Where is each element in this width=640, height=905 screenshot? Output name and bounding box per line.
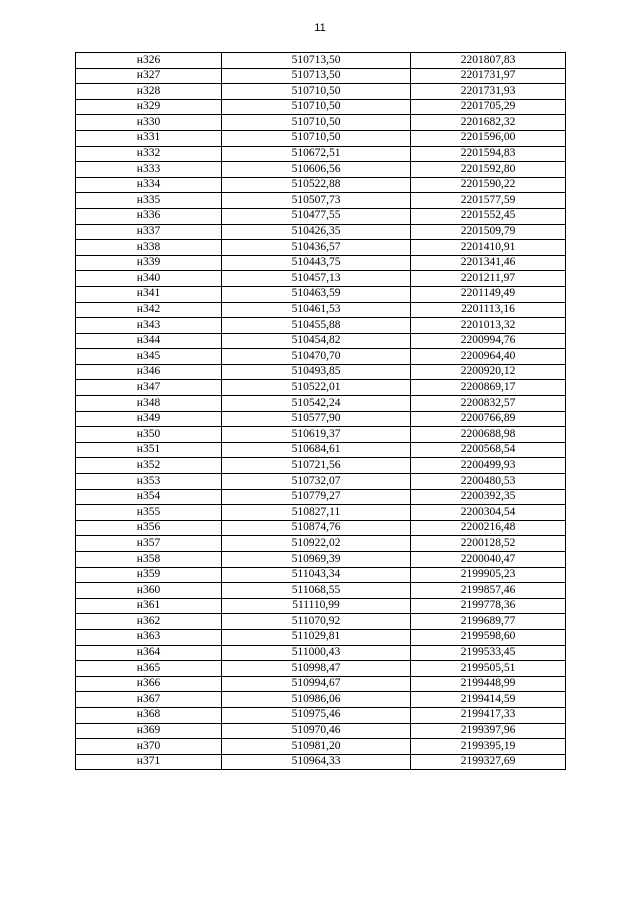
table-row [76, 645, 566, 661]
x-coordinate-cell: 510922,02 [222, 536, 411, 552]
point-id-cell: н344 [76, 333, 222, 349]
table-row [76, 661, 566, 677]
x-coordinate-cell: 510779,27 [222, 489, 411, 505]
point-id-cell: н355 [76, 505, 222, 521]
x-coordinate-cell: 510522,01 [222, 380, 411, 396]
point-id-cell: н353 [76, 474, 222, 490]
coordinates-table-body [76, 53, 566, 770]
point-id-cell: н326 [76, 53, 222, 69]
table-row [76, 442, 566, 458]
y-coordinate-cell: 2199689,77 [411, 614, 566, 630]
table-row [76, 333, 566, 349]
x-coordinate-cell: 511029,81 [222, 629, 411, 645]
point-id-cell: н331 [76, 130, 222, 146]
x-coordinate-cell: 510710,50 [222, 115, 411, 131]
y-coordinate-cell: 2201211,97 [411, 271, 566, 287]
y-coordinate-cell: 2201013,32 [411, 318, 566, 334]
y-coordinate-cell: 2201341,46 [411, 255, 566, 271]
y-coordinate-cell: 2200304,54 [411, 505, 566, 521]
table-row [76, 676, 566, 692]
table-row [76, 614, 566, 630]
table-row [76, 271, 566, 287]
point-id-cell: н371 [76, 754, 222, 770]
table-row [76, 567, 566, 583]
table-row [76, 162, 566, 178]
y-coordinate-cell: 2200832,57 [411, 396, 566, 412]
y-coordinate-cell: 2201590,22 [411, 177, 566, 193]
y-coordinate-cell: 2200869,17 [411, 380, 566, 396]
x-coordinate-cell: 510710,50 [222, 84, 411, 100]
table-row [76, 411, 566, 427]
table-row [76, 302, 566, 318]
table-row [76, 286, 566, 302]
x-coordinate-cell: 511068,55 [222, 583, 411, 599]
point-id-cell: н347 [76, 380, 222, 396]
x-coordinate-cell: 510619,37 [222, 427, 411, 443]
point-id-cell: н341 [76, 286, 222, 302]
table-row [76, 536, 566, 552]
x-coordinate-cell: 511070,92 [222, 614, 411, 630]
point-id-cell: н367 [76, 692, 222, 708]
x-coordinate-cell: 510461,53 [222, 302, 411, 318]
point-id-cell: н360 [76, 583, 222, 599]
table-row [76, 505, 566, 521]
point-id-cell: н345 [76, 349, 222, 365]
table-row [76, 723, 566, 739]
x-coordinate-cell: 510443,75 [222, 255, 411, 271]
y-coordinate-cell: 2201592,80 [411, 162, 566, 178]
point-id-cell: н354 [76, 489, 222, 505]
point-id-cell: н362 [76, 614, 222, 630]
y-coordinate-cell: 2201594,83 [411, 146, 566, 162]
table-row [76, 427, 566, 443]
y-coordinate-cell: 2200216,48 [411, 520, 566, 536]
point-id-cell: н357 [76, 536, 222, 552]
y-coordinate-cell: 2199414,59 [411, 692, 566, 708]
point-id-cell: н334 [76, 177, 222, 193]
table-row [76, 552, 566, 568]
point-id-cell: н352 [76, 458, 222, 474]
point-id-cell: н328 [76, 84, 222, 100]
point-id-cell: н349 [76, 411, 222, 427]
y-coordinate-cell: 2201552,45 [411, 208, 566, 224]
x-coordinate-cell: 510721,56 [222, 458, 411, 474]
x-coordinate-cell: 510454,82 [222, 333, 411, 349]
y-coordinate-cell: 2200920,12 [411, 364, 566, 380]
point-id-cell: н332 [76, 146, 222, 162]
table-row [76, 739, 566, 755]
x-coordinate-cell: 510577,90 [222, 411, 411, 427]
y-coordinate-cell: 2200040,47 [411, 552, 566, 568]
x-coordinate-cell: 510975,46 [222, 707, 411, 723]
x-coordinate-cell: 510970,46 [222, 723, 411, 739]
coordinates-table [75, 52, 566, 770]
point-id-cell: н333 [76, 162, 222, 178]
point-id-cell: н348 [76, 396, 222, 412]
y-coordinate-cell: 2201682,32 [411, 115, 566, 131]
y-coordinate-cell: 2200994,76 [411, 333, 566, 349]
x-coordinate-cell: 510827,11 [222, 505, 411, 521]
y-coordinate-cell: 2201577,59 [411, 193, 566, 209]
table-row [76, 380, 566, 396]
x-coordinate-cell: 510436,57 [222, 240, 411, 256]
x-coordinate-cell: 510684,61 [222, 442, 411, 458]
table-row [76, 318, 566, 334]
y-coordinate-cell: 2201731,93 [411, 84, 566, 100]
y-coordinate-cell: 2199905,23 [411, 567, 566, 583]
x-coordinate-cell: 510710,50 [222, 99, 411, 115]
point-id-cell: н368 [76, 707, 222, 723]
point-id-cell: н330 [76, 115, 222, 131]
x-coordinate-cell: 511110,99 [222, 598, 411, 614]
y-coordinate-cell: 2199505,51 [411, 661, 566, 677]
table-row [76, 240, 566, 256]
point-id-cell: н342 [76, 302, 222, 318]
table-row [76, 583, 566, 599]
x-coordinate-cell: 510463,59 [222, 286, 411, 302]
x-coordinate-cell: 510969,39 [222, 552, 411, 568]
table-row [76, 598, 566, 614]
point-id-cell: н340 [76, 271, 222, 287]
x-coordinate-cell: 510964,33 [222, 754, 411, 770]
x-coordinate-cell: 510994,67 [222, 676, 411, 692]
table-row [76, 707, 566, 723]
table-row [76, 489, 566, 505]
x-coordinate-cell: 510713,50 [222, 53, 411, 69]
y-coordinate-cell: 2199417,33 [411, 707, 566, 723]
x-coordinate-cell: 510493,85 [222, 364, 411, 380]
point-id-cell: н327 [76, 68, 222, 84]
y-coordinate-cell: 2201509,79 [411, 224, 566, 240]
table-row [76, 84, 566, 100]
x-coordinate-cell: 510732,07 [222, 474, 411, 490]
y-coordinate-cell: 2199327,69 [411, 754, 566, 770]
table-row [76, 458, 566, 474]
y-coordinate-cell: 2200568,54 [411, 442, 566, 458]
x-coordinate-cell: 510477,55 [222, 208, 411, 224]
y-coordinate-cell: 2201705,29 [411, 99, 566, 115]
x-coordinate-cell: 510426,35 [222, 224, 411, 240]
point-id-cell: н336 [76, 208, 222, 224]
x-coordinate-cell: 510874,76 [222, 520, 411, 536]
y-coordinate-cell: 2200766,89 [411, 411, 566, 427]
point-id-cell: н356 [76, 520, 222, 536]
point-id-cell: н337 [76, 224, 222, 240]
point-id-cell: н351 [76, 442, 222, 458]
table-row [76, 629, 566, 645]
x-coordinate-cell: 510981,20 [222, 739, 411, 755]
point-id-cell: н343 [76, 318, 222, 334]
table-row [76, 146, 566, 162]
x-coordinate-cell: 510507,73 [222, 193, 411, 209]
point-id-cell: н350 [76, 427, 222, 443]
x-coordinate-cell: 510672,51 [222, 146, 411, 162]
y-coordinate-cell: 2200392,35 [411, 489, 566, 505]
table-row [76, 754, 566, 770]
table-row [76, 99, 566, 115]
table-row [76, 224, 566, 240]
point-id-cell: н329 [76, 99, 222, 115]
point-id-cell: н369 [76, 723, 222, 739]
point-id-cell: н366 [76, 676, 222, 692]
point-id-cell: н365 [76, 661, 222, 677]
x-coordinate-cell: 510457,13 [222, 271, 411, 287]
x-coordinate-cell: 511043,34 [222, 567, 411, 583]
point-id-cell: н339 [76, 255, 222, 271]
x-coordinate-cell: 510470,70 [222, 349, 411, 365]
table-row [76, 474, 566, 490]
y-coordinate-cell: 2200964,40 [411, 349, 566, 365]
y-coordinate-cell: 2201596,00 [411, 130, 566, 146]
table-row [76, 115, 566, 131]
point-id-cell: н358 [76, 552, 222, 568]
table-row [76, 396, 566, 412]
x-coordinate-cell: 510542,24 [222, 396, 411, 412]
y-coordinate-cell: 2199448,99 [411, 676, 566, 692]
point-id-cell: н335 [76, 193, 222, 209]
point-id-cell: н359 [76, 567, 222, 583]
table-row [76, 130, 566, 146]
y-coordinate-cell: 2199857,46 [411, 583, 566, 599]
y-coordinate-cell: 2199598,60 [411, 629, 566, 645]
y-coordinate-cell: 2200499,93 [411, 458, 566, 474]
x-coordinate-cell: 510455,88 [222, 318, 411, 334]
y-coordinate-cell: 2201113,16 [411, 302, 566, 318]
point-id-cell: н370 [76, 739, 222, 755]
point-id-cell: н346 [76, 364, 222, 380]
table-row [76, 364, 566, 380]
x-coordinate-cell: 510998,47 [222, 661, 411, 677]
y-coordinate-cell: 2199397,96 [411, 723, 566, 739]
y-coordinate-cell: 2201410,91 [411, 240, 566, 256]
y-coordinate-cell: 2201731,97 [411, 68, 566, 84]
y-coordinate-cell: 2199778,36 [411, 598, 566, 614]
table-row [76, 208, 566, 224]
x-coordinate-cell: 510606,56 [222, 162, 411, 178]
page-number: 11 [314, 22, 326, 34]
x-coordinate-cell: 510986,06 [222, 692, 411, 708]
table-row [76, 177, 566, 193]
y-coordinate-cell: 2200688,98 [411, 427, 566, 443]
table-row [76, 520, 566, 536]
x-coordinate-cell: 510710,50 [222, 130, 411, 146]
y-coordinate-cell: 2200128,52 [411, 536, 566, 552]
y-coordinate-cell: 2199395,19 [411, 739, 566, 755]
point-id-cell: н338 [76, 240, 222, 256]
x-coordinate-cell: 511000,43 [222, 645, 411, 661]
table-row [76, 193, 566, 209]
table-row [76, 692, 566, 708]
y-coordinate-cell: 2201807,83 [411, 53, 566, 69]
x-coordinate-cell: 510522,88 [222, 177, 411, 193]
table-row [76, 349, 566, 365]
y-coordinate-cell: 2199533,45 [411, 645, 566, 661]
y-coordinate-cell: 2200480,53 [411, 474, 566, 490]
point-id-cell: н364 [76, 645, 222, 661]
y-coordinate-cell: 2201149,49 [411, 286, 566, 302]
table-row [76, 255, 566, 271]
point-id-cell: н361 [76, 598, 222, 614]
x-coordinate-cell: 510713,50 [222, 68, 411, 84]
point-id-cell: н363 [76, 629, 222, 645]
table-row [76, 53, 566, 69]
table-row [76, 68, 566, 84]
